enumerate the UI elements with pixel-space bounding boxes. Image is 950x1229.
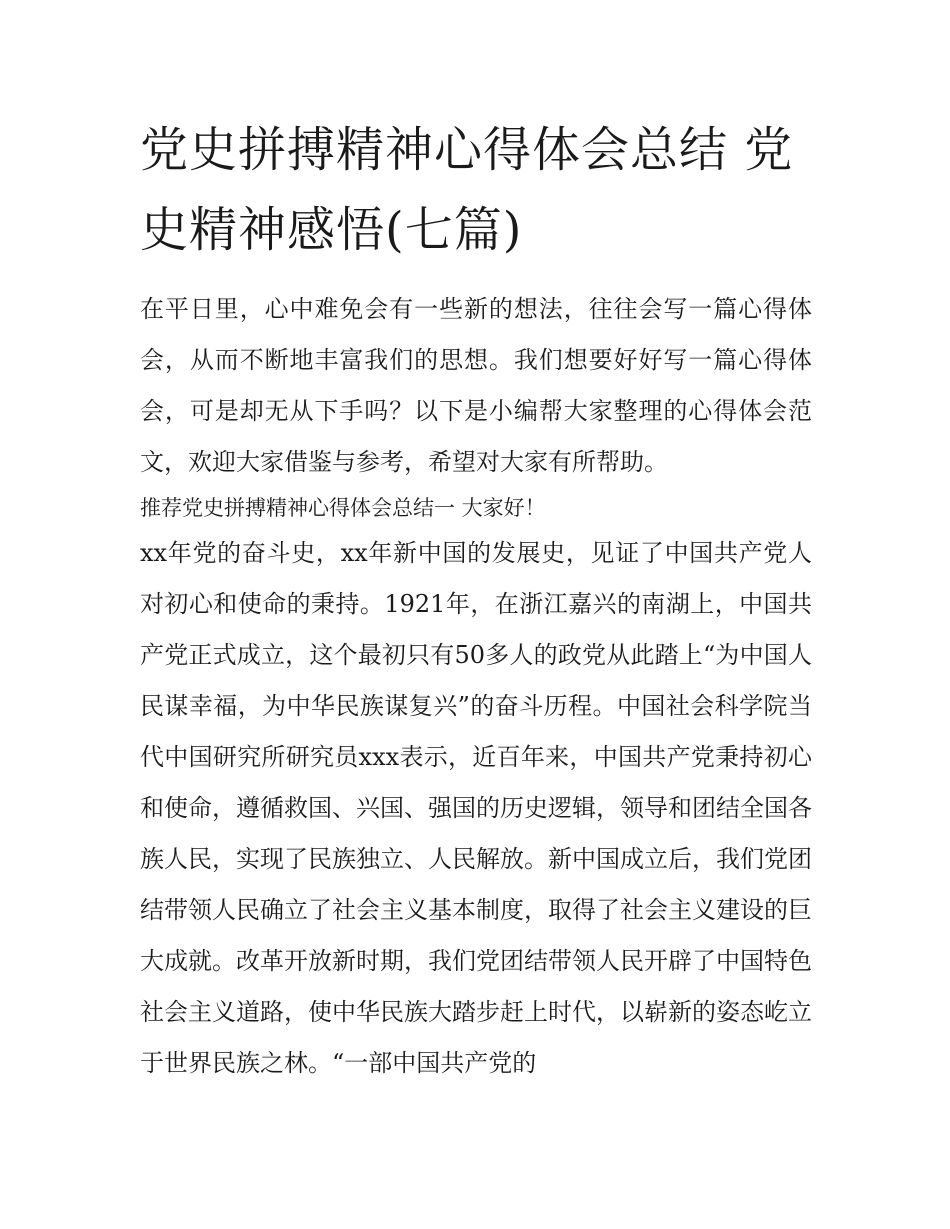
intro-paragraph: 在平日里，心中难免会有一些新的想法，往往会写一篇心得体会，从而不断地丰富我们的思想。我们想要好好写一篇心得体会，可是却无从下手吗？以下是小编帮大家整理的心得体会范文，欢迎大家借鉴与参考，希望对大家有所帮助。 xyxy=(140,295,812,476)
body-paragraph: xx年党的奋斗史，xx年新中国的发展史，见证了中国共产党人对初心和使命的秉持。1921年，在浙江嘉兴的南湖上，中国共产党正式成立，这个最初只有50多人的政党从此踏上“为中国人民谋幸福，为中华民族谋复兴”的奋斗历程。中国社会科学院当代中国研究所研究员xxx表示，近百年来，中国共产党秉持初心和使命，遵循救国、兴国、强国的历史逻辑，领导和团结全国各族人民，实现了民族独立、人民解放。新中国成立后，我们党团结带领人民确立了社会主义基本制度，取得了社会主义建设的巨大成就。改革开放新时期，我们党团结带领人民开辟了中国特色社会主义道路，使中华民族大踏步赶上时代，以崭新的姿态屹立于世界民族之林。“一部中国共产党的 xyxy=(140,539,812,1077)
document-title: 党史拼搏精神心得体会总结 党史精神感悟(七篇) xyxy=(140,122,794,258)
document-page xyxy=(140,110,812,1089)
section-heading: 推荐党史拼搏精神心得体会总结一 大家好！ xyxy=(140,496,546,520)
